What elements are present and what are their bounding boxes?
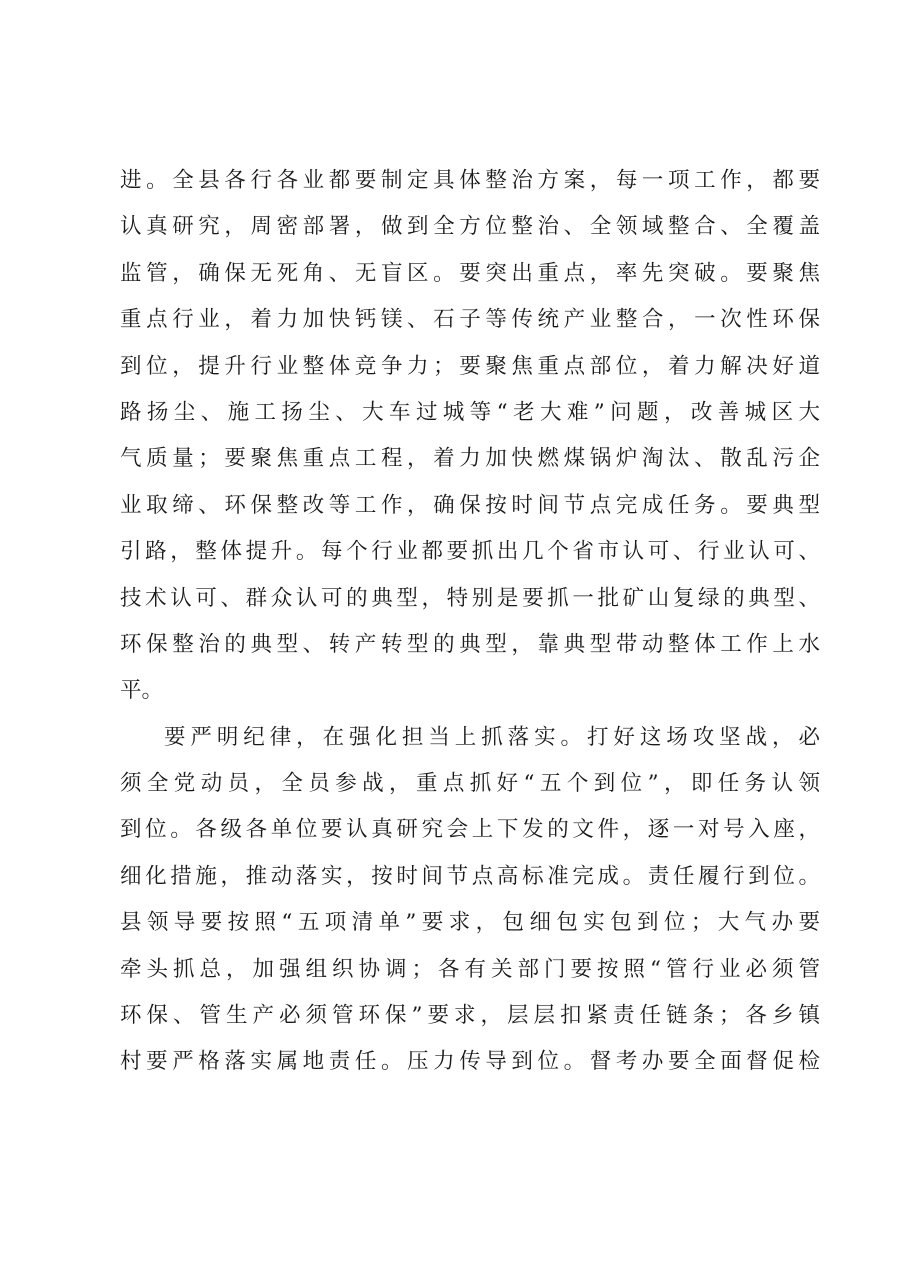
text-line: 气质量；要聚焦重点工程，着力加快燃煤锅炉淘汰、散乱污企 xyxy=(120,446,820,472)
text-line: 到位。各级各单位要认真研究会上下发的文件，逐一对号入座， xyxy=(120,817,820,843)
text-line: 监管，确保无死角、无盲区。要突出重点，率先突破。要聚焦 xyxy=(120,260,820,286)
text-line: 细化措施，推动落实，按时间节点高标准完成。责任履行到位。 xyxy=(120,863,820,889)
text-line: 认真研究，周密部署，做到全方位整治、全领域整合、全覆盖 xyxy=(120,214,820,240)
text-line: 须全党动员，全员参战，重点抓好“五个到位”，即任务认领 xyxy=(120,771,820,797)
text-line: 环保、管生产必须管环保”要求，层层扣紧责任链条；各乡镇 xyxy=(120,1003,820,1029)
paragraph-1 xyxy=(120,158,820,715)
text-line: 平。 xyxy=(120,678,164,704)
text-line: 到位，提升行业整体竞争力；要聚焦重点部位，着力解决好道 xyxy=(120,353,820,379)
text-line: 进。全县各行各业都要制定具体整治方案，每一项工作，都要 xyxy=(120,168,820,193)
text-line: 牵头抓总，加强组织协调；各有关部门要按照“管行业必须管 xyxy=(120,956,820,982)
text-line: 路扬尘、施工扬尘、大车过城等“老大难”问题，改善城区大 xyxy=(120,399,820,425)
text-line: 引路，整体提升。每个行业都要抓出几个省市认可、行业认可、 xyxy=(120,539,820,565)
text-line: 环保整治的典型、转产转型的典型，靠典型带动整体工作上水 xyxy=(120,631,820,657)
paragraph-2 xyxy=(120,715,820,1086)
text-line: 业取缔、环保整改等工作，确保按时间节点完成任务。要典型 xyxy=(120,492,820,518)
text-line: 重点行业，着力加快钙镁、石子等传统产业整合，一次性环保 xyxy=(120,307,820,333)
text-line: 要严明纪律，在强化担当上抓落实。打好这场攻坚战，必 xyxy=(164,724,820,750)
text-line: 技术认可、群众认可的典型，特别是要抓一批矿山复绿的典型、 xyxy=(120,585,820,611)
text-line: 村要严格落实属地责任。压力传导到位。督考办要全面督促检 xyxy=(120,1049,820,1075)
text-line: 县领导要按照“五项清单”要求，包细包实包到位；大气办要 xyxy=(120,910,820,936)
document-body xyxy=(120,158,820,1086)
